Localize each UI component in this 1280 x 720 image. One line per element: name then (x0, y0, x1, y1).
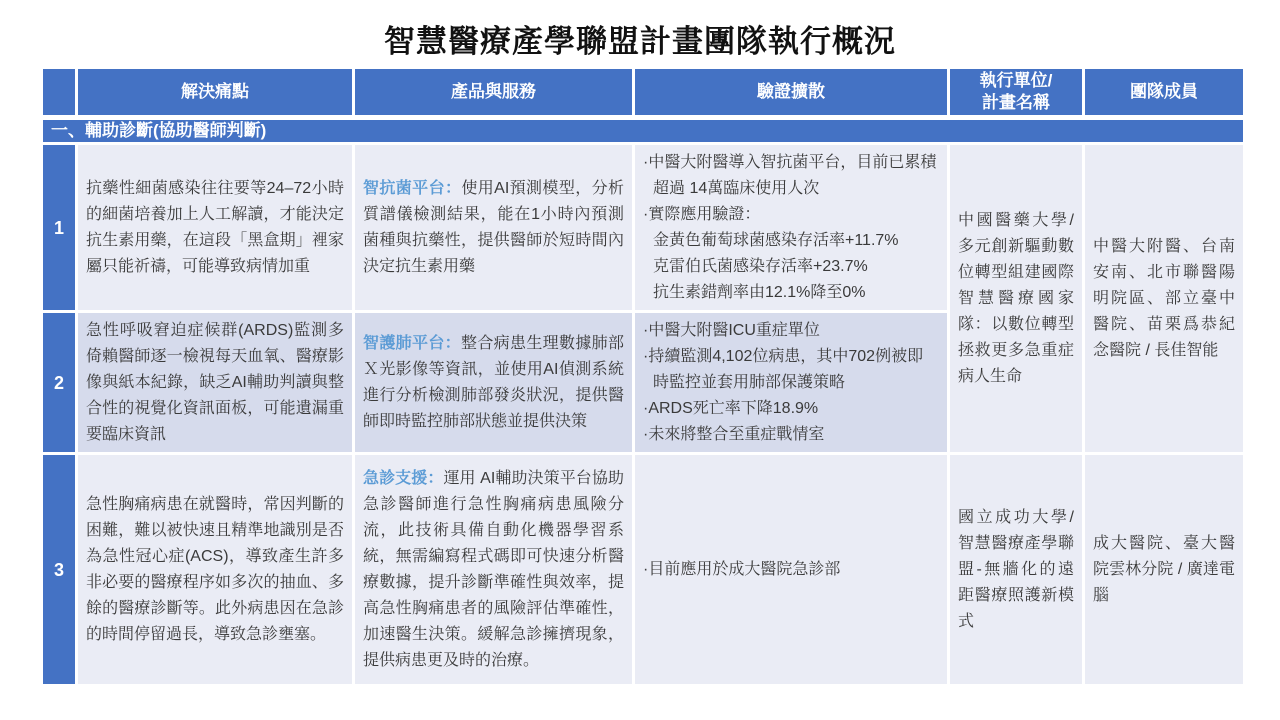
cell-validation-1 (634, 144, 949, 312)
product-desc: 運用 AI輔助決策平台協助急診醫師進行急性胸痛病患風險分流，此技術具備自動化機器學習系統，無需編寫程式碼即可快速分析醫療數據，提升診斷準確性與效率，提高急性胸痛患者的風險評估準確性，加速醫生決策。緩解急診擁擠現象，提供病患更及時的治療。 (363, 469, 624, 669)
validation-line: ·持續監測4,102位病患，其中702例被即時監控並套用肺部保護策略 (643, 347, 924, 391)
table-row (42, 144, 1245, 312)
validation-line: ·目前應用於成大醫院急診部 (643, 560, 841, 578)
validation-line: ·ARDS死亡率下降18.9% (643, 399, 819, 417)
product-desc: 使用AI預測模型，分析質譜儀檢測結果，能在1小時內預測菌種與抗藥性，提供醫師於短時間內決定抗生素用藥 (363, 179, 624, 275)
unit-text: 國立成功大學/智慧醫療產學聯盟-無牆化的遠距醫療照護新模式 (958, 508, 1074, 630)
cell-validation-2 (634, 312, 949, 454)
header-pain-points: 解決痛點 (77, 68, 354, 118)
header-validation-diffusion: 驗證擴散 (634, 68, 949, 118)
row-number: 1 (42, 144, 77, 312)
cell-product-3 (354, 454, 634, 686)
page-title: 智慧醫療產學聯盟計畫團隊執行概況 (384, 24, 896, 59)
header-unit-line2: 計畫名稱 (982, 93, 1050, 112)
product-text (363, 176, 624, 280)
validation-line: 金黃色葡萄球菌感染存活率+11.7% (653, 231, 899, 249)
row-number: 2 (42, 312, 77, 454)
product-text (363, 331, 624, 435)
cell-pain-2 (77, 312, 354, 454)
cell-pain-3 (77, 454, 354, 686)
product-keyword: 急診支援： (363, 469, 444, 487)
validation-line: ·未來將整合至重症戰情室 (643, 425, 825, 443)
validation-line: ·中醫大附醫導入智抗菌平台，目前已累積超過 14萬臨床使用人次 (643, 153, 937, 197)
validation-line: ·實際應用驗證： (643, 205, 761, 223)
table-header-row (42, 68, 1245, 118)
cell-team-3 (1084, 454, 1245, 686)
header-index-cell (42, 68, 77, 118)
cell-unit-1-2 (949, 144, 1084, 454)
product-keyword: 智護肺平台： (363, 334, 461, 352)
pain-text: 急性胸痛病患在就醫時，常因判斷的困難，難以被快速且精準地識別是否為急性冠心症(ACS)，導致產生許多非必要的醫療程序如多次的抽血、多餘的醫療診斷等。此外病患因在急診的時間停留過長，導致急診壅塞。 (86, 495, 344, 643)
validation-line: 抗生素錯劑率由12.1%降至0% (653, 283, 866, 301)
cell-unit-3 (949, 454, 1084, 686)
header-unit-line1: 執行單位/ (979, 71, 1053, 90)
team-text: 成大醫院、臺大醫院雲林分院 / 廣達電腦 (1093, 534, 1235, 604)
team-text: 中醫大附醫、台南安南、北市聯醫陽明院區、部立臺中醫院、苗栗爲恭紀念醫院 / 長佳智能 (1093, 237, 1235, 359)
header-unit-project (949, 68, 1084, 118)
header-products-services: 產品與服務 (354, 68, 634, 118)
validation-line: ·中醫大附醫ICU重症單位 (643, 321, 820, 339)
pain-text: 抗藥性細菌感染往往要等24–72小時的細菌培養加上人工解讀，才能決定抗生素用藥，在這段「黑盒期」裡家屬只能祈禱，可能導致病情加重 (86, 179, 344, 275)
cell-team-1-2 (1084, 144, 1245, 454)
cell-product-1 (354, 144, 634, 312)
product-desc: 整合病患生理數據肺部Ｘ光影像等資訊，並使用AI偵測系統進行分析檢測肺部發炎狀況，提供醫師即時監控肺部狀態並提供決策 (363, 334, 624, 430)
cell-product-2 (354, 312, 634, 454)
section-header: 一、輔助診斷(協助醫師判斷) (42, 118, 1245, 144)
cell-pain-1 (77, 144, 354, 312)
product-keyword: 智抗菌平台： (363, 179, 462, 197)
table-row (42, 454, 1245, 686)
product-text (363, 466, 624, 674)
cell-validation-3 (634, 454, 949, 686)
header-team-members: 團隊成員 (1084, 68, 1245, 118)
unit-text: 中國醫藥大學/多元創新驅動數位轉型組建國際智慧醫療國家隊：以數位轉型拯救更多急重症病人生命 (958, 211, 1074, 385)
section-row (42, 118, 1245, 144)
execution-overview-table (40, 66, 1246, 687)
pain-text: 急性呼吸窘迫症候群(ARDS)監測多倚賴醫師逐一檢視每天血氧、醫療影像與紙本紀錄，缺乏AI輔助判讀與整合性的視覺化資訊面板，可能遺漏重要臨床資訊 (86, 321, 344, 443)
row-number: 3 (42, 454, 77, 686)
validation-line: 克雷伯氏菌感染存活率+23.7% (653, 257, 868, 275)
